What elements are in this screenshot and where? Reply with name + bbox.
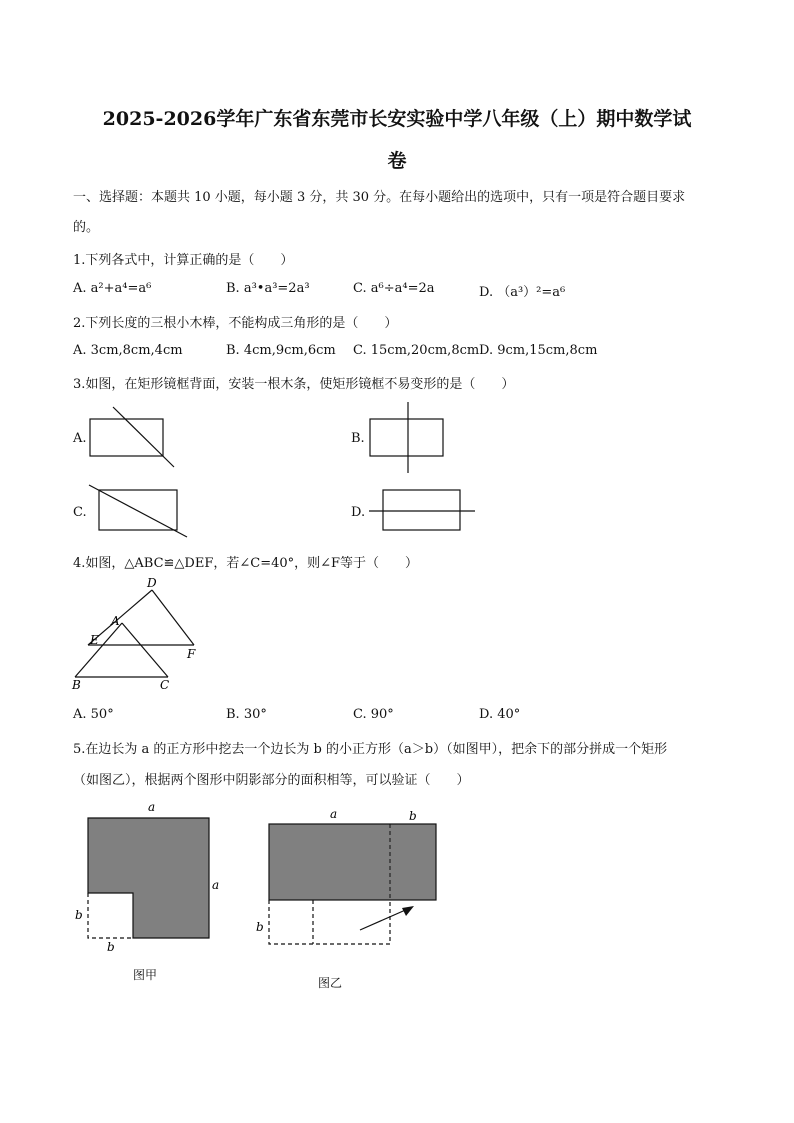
- point-label-f: F: [187, 647, 196, 661]
- section1-heading-line2: 的。: [73, 220, 100, 235]
- q5-stem-line1: 5.在边长为 a 的正方形中挖去一个边长为 b 的小正方形（a＞b）（如图甲），把余下的部分拼成一个矩形: [73, 742, 668, 757]
- segment-ab: [75, 623, 122, 677]
- q3-figure-c: [80, 480, 195, 540]
- q1-option-b: B. a³•a³=2a³: [226, 281, 310, 296]
- q3-figure-a: [80, 400, 190, 475]
- arrow-head: [402, 906, 414, 916]
- q4-triangle-figure: [60, 575, 210, 695]
- q2-option-d: D. 9cm,15cm,8cm: [479, 343, 598, 358]
- section1-heading-line1: 一、选择题：本题共 10 小题，每小题 3 分，共 30 分。在每小题给出的选项中，只有一项是符合题目要求: [73, 190, 686, 205]
- point-label-a: A: [111, 614, 120, 628]
- segment-ac: [122, 623, 168, 677]
- q5-figure-jia: [70, 795, 230, 965]
- q2-option-a: A. 3cm,8cm,4cm: [73, 343, 183, 358]
- q1-option-d: D. （a³）²=a⁶: [479, 285, 566, 300]
- segment-df: [152, 590, 194, 645]
- q3-label-b: B.: [351, 431, 365, 446]
- q4-option-d: D. 40°: [479, 707, 521, 722]
- label-a-top: a: [148, 800, 156, 814]
- q2-option-c: C. 15cm,20cm,8cm: [353, 343, 480, 358]
- q3-figure-b: [360, 400, 460, 475]
- page-title-line1: 2025-2026学年广东省东莞市长安实验中学八年级（上）期中数学试: [102, 108, 692, 130]
- point-label-b: B: [72, 678, 81, 692]
- moved-piece-outline: [269, 900, 390, 944]
- q2-option-b: B. 4cm,9cm,6cm: [226, 343, 336, 358]
- label-b-top: b: [409, 809, 417, 823]
- label-b-bottom: b: [107, 940, 115, 954]
- label-b-left: b: [75, 908, 83, 922]
- arrow-shaft: [360, 908, 410, 930]
- q3-label-a: A.: [73, 431, 87, 446]
- q4-option-b: B. 30°: [226, 707, 267, 722]
- q4-option-c: C. 90°: [353, 707, 394, 722]
- q5-stem-line2: （如图乙），根据两个图形中阴影部分的面积相等，可以验证（ ）: [73, 773, 470, 788]
- frame-rect: [90, 419, 163, 456]
- point-label-d: D: [147, 576, 157, 590]
- removed-square-outline: [88, 893, 133, 938]
- q3-stem: 3.如图，在矩形镜框背面，安装一根木条，使矩形镜框不易变形的是（ ）: [73, 377, 515, 392]
- q5-figure-yi: [250, 800, 450, 950]
- q4-stem: 4.如图，△ABC≌△DEF，若∠C=40°，则∠F等于（ ）: [73, 556, 419, 571]
- wood-bar: [89, 485, 187, 537]
- caption-yi: 图乙: [318, 976, 343, 990]
- q3-label-d: D.: [351, 505, 366, 520]
- wood-bar: [113, 407, 174, 467]
- label-a-right: a: [212, 878, 220, 892]
- q3-figure-d: [365, 480, 480, 540]
- caption-jia: 图甲: [133, 968, 158, 982]
- point-label-e: E: [90, 633, 99, 647]
- q1-stem: 1.下列各式中，计算正确的是（ ）: [73, 253, 294, 268]
- page-title-line2: 卷: [387, 150, 407, 172]
- q4-option-a: A. 50°: [73, 707, 114, 722]
- label-a-top: a: [330, 807, 338, 821]
- shaded-region: [88, 818, 209, 938]
- shaded-rectangle: [269, 824, 436, 900]
- q1-option-a: A. a²+a⁴=a⁶: [73, 281, 152, 296]
- frame-rect: [370, 419, 443, 456]
- frame-rect: [383, 490, 460, 530]
- point-label-c: C: [160, 678, 170, 692]
- label-b-left: b: [256, 920, 264, 934]
- q2-stem: 2.下列长度的三根小木棒，不能构成三角形的是（ ）: [73, 316, 398, 331]
- q3-label-c: C.: [73, 505, 87, 520]
- q1-option-c: C. a⁶÷a⁴=2a: [353, 281, 435, 296]
